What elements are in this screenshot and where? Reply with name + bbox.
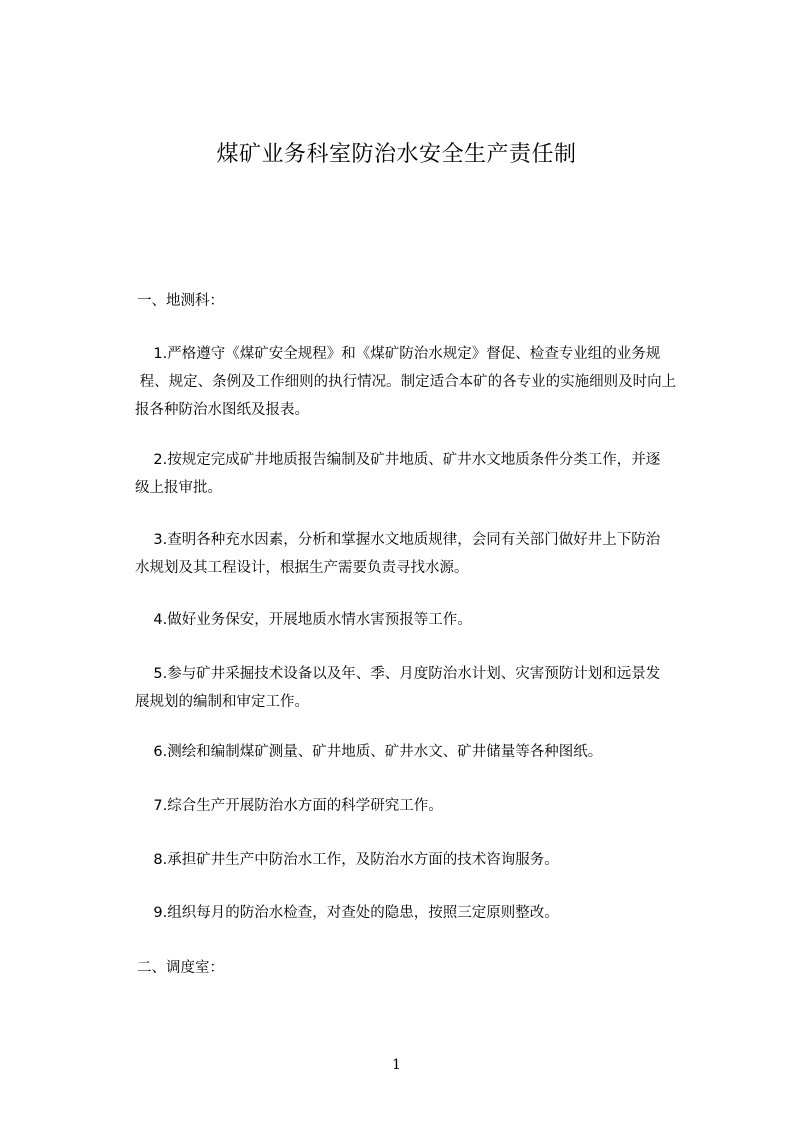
paragraph-line: 程、规定、条例及工作细则的执行情况。制定适合本矿的各专业的实施细则及时向上	[135, 374, 677, 390]
paragraph-item-1	[135, 340, 715, 424]
paragraph-line: 5.参与矿井采掘技术设备以及年、季、月度防治水计划、灾害预防计划和远景发	[135, 666, 661, 682]
paragraph-item-8	[135, 846, 715, 874]
page-number: 1	[392, 1057, 401, 1073]
paragraph-line: 6.测绘和编制煤矿测量、矿井地质、矿井水文、矿井储量等各种图纸。	[135, 744, 603, 760]
paragraph-line: 7.综合生产开展防治水方面的科学研究工作。	[135, 798, 443, 814]
paragraph-line: 4.做好业务保安，开展地质水情水害预报等工作。	[135, 612, 472, 628]
paragraph-line: 1.严格遵守《煤矿安全规程》和《煤矿防治水规定》督促、检查专业组的业务规	[135, 346, 661, 362]
paragraph-item-5	[135, 660, 715, 716]
paragraph-item-6	[135, 738, 715, 766]
section-heading-dispatch: 二、调度室：	[137, 960, 224, 976]
paragraph-line: 展规划的编制和审定工作。	[135, 694, 309, 710]
paragraph-item-9	[135, 899, 715, 927]
paragraph-item-7	[135, 792, 715, 820]
paragraph-line: 水规划及其工程设计，根据生产需要负责寻找水源。	[135, 560, 469, 576]
paragraph-item-4	[135, 606, 715, 634]
section-heading-survey: 一、地测科：	[137, 293, 224, 309]
paragraph-line: 级上报审批。	[135, 480, 222, 496]
paragraph-line: 报各种防治水图纸及报表。	[135, 402, 309, 418]
paragraph-line: 9.组织每月的防治水检查，对查处的隐患，按照三定原则整改。	[135, 905, 559, 921]
document-title: 煤矿业务科室防治水安全生产责任制	[216, 142, 577, 167]
paragraph-item-2	[135, 446, 715, 502]
paragraph-item-3	[135, 526, 715, 582]
paragraph-line: 8.承担矿井生产中防治水工作，及防治水方面的技术咨询服务。	[135, 852, 559, 868]
paragraph-line: 3.查明各种充水因素，分析和掌握水文地质规律，会同有关部门做好井上下防治	[135, 532, 661, 548]
paragraph-line: 2.按规定完成矿井地质报告编制及矿井地质、矿井水文地质条件分类工作，并逐	[135, 452, 661, 468]
